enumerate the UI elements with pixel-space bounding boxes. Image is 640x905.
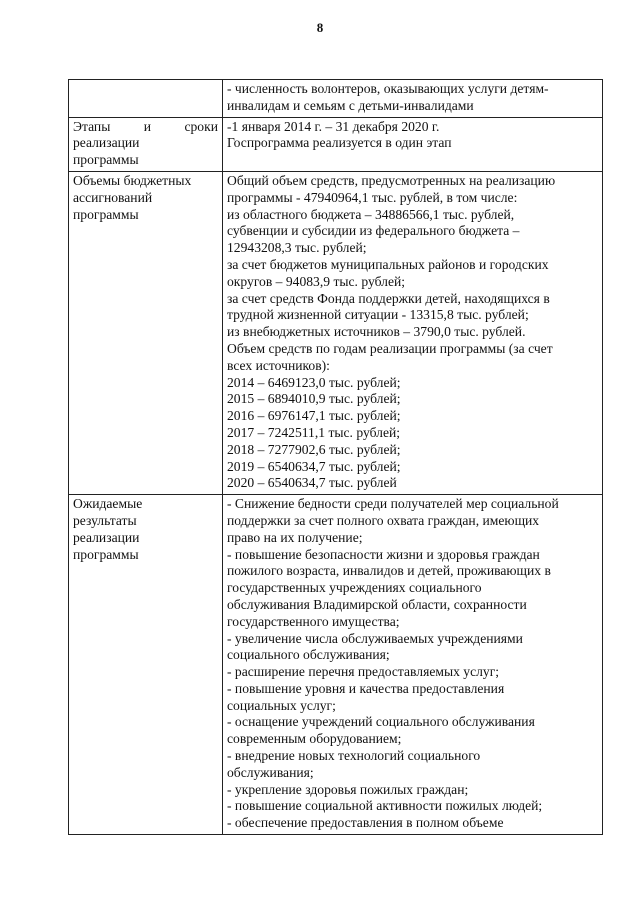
text-line: - Снижение бедности среди получателей мер социальной bbox=[227, 496, 559, 512]
text-line: -1 января 2014 г. – 31 декабря 2020 г. bbox=[227, 118, 440, 134]
year-amount-line: 2015 – 6894010,9 тыс. рублей; bbox=[227, 391, 401, 407]
year-amount-line: 2018 – 7277902,6 тыс. рублей; bbox=[227, 441, 401, 457]
text-line: - обеспечение предоставления в полном объеме bbox=[227, 815, 504, 831]
year-amount-line: 2020 – 6540634,7 тыс. рублей bbox=[227, 475, 397, 491]
text-line: - укрепление здоровья пожилых граждан; bbox=[227, 781, 469, 797]
table-row-results bbox=[69, 495, 603, 835]
text-line: пожилого возраста, инвалидов и детей, проживающих в bbox=[227, 563, 551, 579]
text-line: Объем средств по годам реализации программы (за счет bbox=[227, 340, 553, 356]
label-line: ассигнований bbox=[73, 189, 153, 205]
text-line: - численность волонтеров, оказывающих услуги детям- bbox=[227, 81, 549, 96]
row-label-empty bbox=[69, 80, 223, 118]
program-passport-table bbox=[68, 79, 603, 835]
table-row-budget bbox=[69, 171, 603, 494]
text-line: обслуживания Владимирской области, сохранности bbox=[227, 596, 527, 612]
text-line: трудной жизненной ситуации - 13315,8 тыс. рублей; bbox=[227, 307, 529, 323]
text-line: - повышение социальной активности пожилых людей; bbox=[227, 798, 543, 814]
table-row-stages bbox=[69, 117, 603, 171]
label-line: Ожидаемые bbox=[73, 496, 143, 512]
text-line: из областного бюджета – 34886566,1 тыс. рублей, bbox=[227, 206, 515, 222]
year-amount-line: 2014 – 6469123,0 тыс. рублей; bbox=[227, 374, 401, 390]
label-word: и bbox=[143, 118, 152, 134]
text-line: Госпрограмма реализуется в один этап bbox=[227, 135, 452, 151]
text-line: программы - 47940964,1 тыс. рублей, в том числе: bbox=[227, 189, 518, 205]
label-line: реализации bbox=[73, 135, 140, 151]
text-line: обслуживания; bbox=[227, 764, 314, 780]
text-line: всех источников): bbox=[227, 357, 330, 373]
volunteers-cell bbox=[223, 80, 603, 118]
budget-label bbox=[69, 171, 223, 494]
text-line: 12943208,3 тыс. рублей; bbox=[227, 240, 367, 256]
text-line: социального обслуживания; bbox=[227, 647, 390, 663]
text-line: - повышение уровня и качества предоставления bbox=[227, 680, 505, 696]
text-line: округов – 94083,9 тыс. рублей; bbox=[227, 273, 406, 289]
text-line: - внедрение новых технологий социального bbox=[227, 748, 481, 764]
year-amount-line: 2017 – 7242511,1 тыс. рублей; bbox=[227, 424, 401, 440]
text-line: инвалидам и семьям с детьми-инвалидами bbox=[227, 97, 474, 113]
text-line: право на их получение; bbox=[227, 529, 363, 545]
table-row-volunteers bbox=[69, 80, 603, 118]
text-line: поддержки за счет полного охвата граждан, имеющих bbox=[227, 512, 540, 528]
text-line: субвенции и субсидии из федерального бюджета – bbox=[227, 223, 520, 239]
label-line: результаты bbox=[73, 512, 137, 528]
label-word: сроки bbox=[184, 118, 218, 134]
text-line: - повышение безопасности жизни и здоровья граждан bbox=[227, 546, 540, 562]
text-line: за счет средств Фонда поддержки детей, находящихся в bbox=[227, 290, 550, 306]
text-line: - увеличение числа обслуживаемых учреждениями bbox=[227, 630, 523, 646]
label-word: Этапы bbox=[73, 118, 111, 134]
stages-label bbox=[69, 117, 223, 171]
year-amount-line: 2016 – 6976147,1 тыс. рублей; bbox=[227, 408, 401, 424]
stages-cell bbox=[223, 117, 603, 171]
stages-label-first-line bbox=[73, 119, 218, 136]
budget-cell bbox=[223, 171, 603, 494]
results-label bbox=[69, 495, 223, 835]
label-line: программы bbox=[73, 546, 139, 562]
text-line: социальных услуг; bbox=[227, 697, 336, 713]
text-line: государственных учреждениях социального bbox=[227, 580, 482, 596]
text-line: - оснащение учреждений социального обслуживания bbox=[227, 714, 535, 730]
text-line: - расширение перечня предоставляемых услуг; bbox=[227, 664, 500, 680]
label-line: программы bbox=[73, 206, 139, 222]
text-line: Общий объем средств, предусмотренных на реализацию bbox=[227, 172, 556, 188]
label-line: реализации bbox=[73, 529, 140, 545]
label-line: Объемы бюджетных bbox=[73, 172, 192, 188]
results-cell bbox=[223, 495, 603, 835]
text-line: государственного имущества; bbox=[227, 613, 400, 629]
text-line: современным оборудованием; bbox=[227, 731, 402, 747]
page-number: 8 bbox=[316, 20, 324, 35]
label-line: программы bbox=[73, 152, 139, 168]
year-amount-line: 2019 – 6540634,7 тыс. рублей; bbox=[227, 458, 401, 474]
text-line: за счет бюджетов муниципальных районов и городских bbox=[227, 256, 549, 272]
text-line: из внебюджетных источников – 3790,0 тыс. рублей. bbox=[227, 324, 526, 340]
